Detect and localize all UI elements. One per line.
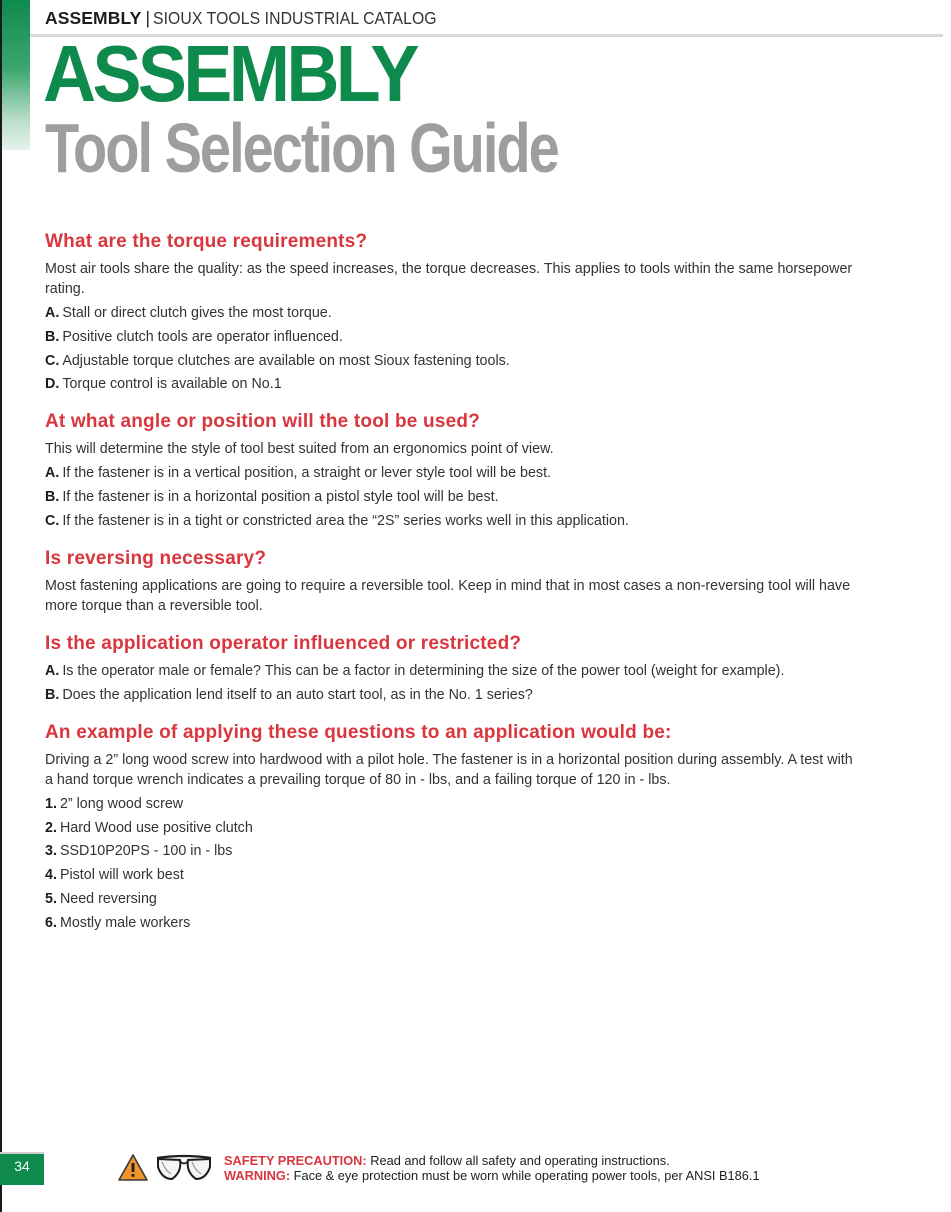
section-list [45, 794, 855, 933]
section-heading: An example of applying these questions to an application would be: [45, 721, 672, 743]
guide-content [45, 229, 855, 948]
section-angle-position [45, 409, 855, 531]
list-item-label: B. [45, 328, 60, 345]
list-item-text: Adjustable torque clutches are available on most Sioux fastening tools. [62, 352, 510, 369]
list-item [45, 685, 855, 705]
list-item-text: SSD10P20PS - 100 in - lbs [59, 843, 233, 860]
list-item-label: A. [45, 662, 60, 679]
safety-text: Read and follow all safety and operating instructions. [366, 1153, 670, 1168]
section-list [45, 463, 855, 531]
section-heading: What are the torque requirements? [45, 231, 368, 252]
header-section-name: ASSEMBLY [45, 8, 142, 28]
list-item-text: If the fastener is in a tight or constricted area the “2S” series works well in this application. [62, 512, 629, 529]
section-intro: This will determine the style of tool best suited from an ergonomics point of view. [45, 441, 554, 458]
list-item [45, 303, 855, 323]
list-item-label: B. [45, 489, 60, 506]
page-title: ASSEMBLY [43, 29, 416, 118]
list-item-label: A. [45, 465, 60, 482]
section-intro: Most air tools share the quality: as the speed increases, the torque decreases. This applies to tools within the same horsepower rating. [45, 261, 853, 297]
running-header [45, 8, 468, 29]
list-item-label: C. [45, 512, 60, 529]
section-heading: Is the application operator influenced or restricted? [45, 632, 522, 654]
list-item [45, 463, 855, 483]
list-item-text: Does the application lend itself to an auto start tool, as in the No. 1 series? [62, 686, 533, 703]
list-item-text: Is the operator male or female? This can be a factor in determining the size of the power tool (weight for example). [62, 662, 785, 679]
section-color-tab [2, 0, 30, 150]
list-item [45, 327, 855, 347]
list-item [45, 818, 855, 838]
list-item-text: Torque control is available on No.1 [62, 376, 282, 393]
list-item-label: C. [45, 352, 60, 369]
list-item-label: 2. [45, 819, 57, 836]
safety-line [224, 1153, 760, 1168]
list-item-text: Hard Wood use positive clutch [59, 819, 253, 836]
safety-glasses-icon [155, 1153, 213, 1183]
section-intro: Most fastening applications are going to require a reversible tool. Keep in mind that in most cases a non-reversing tool will have more torque than a reversible tool. [45, 577, 851, 614]
list-item [45, 511, 855, 531]
list-item-text: 2” long wood screw [59, 795, 184, 812]
list-item [45, 661, 855, 681]
safety-notice [224, 1153, 760, 1183]
section-torque [45, 229, 855, 394]
list-item [45, 794, 855, 814]
list-item-label: A. [45, 305, 60, 321]
list-item [45, 865, 855, 885]
list-item-text: Mostly male workers [59, 914, 191, 931]
safety-label: SAFETY PRECAUTION: [224, 1153, 367, 1168]
list-item-label: 5. [45, 890, 57, 907]
page-subtitle: Tool Selection Guide [45, 109, 558, 187]
section-heading: Is reversing necessary? [45, 547, 267, 569]
list-item [45, 351, 855, 371]
list-item [45, 841, 855, 861]
section-list [45, 303, 855, 394]
section-reversing [45, 546, 855, 616]
list-item-label: D. [45, 376, 60, 393]
list-item [45, 889, 855, 909]
section-heading: At what angle or position will the tool be used? [45, 411, 480, 433]
list-item-text: If the fastener is in a vertical position, a straight or lever style tool will be best. [62, 465, 552, 482]
list-item-label: 1. [45, 795, 57, 812]
section-intro: Driving a 2” long wood screw into hardwood with a pilot hole. The fastener is in a horizontal position during assembly. A test with a hand torque wrench indicates a prevailing torque of 80 in - lbs, and a failing torque of 120 in - lbs. [45, 751, 853, 788]
list-item [45, 913, 855, 933]
list-item [45, 487, 855, 507]
section-operator [45, 631, 855, 705]
header-catalog-name: SIOUX TOOLS INDUSTRIAL CATALOG [153, 8, 437, 28]
section-list [45, 661, 855, 705]
section-example [45, 720, 855, 933]
left-border-rule [0, 0, 2, 1212]
list-item-text: Stall or direct clutch gives the most torque. [62, 305, 332, 321]
page-number: 34 [0, 1152, 44, 1185]
list-item-label: B. [45, 686, 60, 703]
list-item [45, 374, 855, 394]
warning-triangle-icon [117, 1153, 149, 1182]
warning-line [224, 1168, 760, 1183]
warning-text: Face & eye protection must be worn while operating power tools, per ANSI B186.1 [290, 1168, 760, 1183]
header-separator: | [145, 8, 151, 28]
list-item-label: 3. [45, 843, 57, 860]
list-item-text: Need reversing [59, 890, 157, 907]
list-item-label: 6. [45, 914, 57, 931]
list-item-label: 4. [45, 867, 57, 884]
warning-label: WARNING: [224, 1168, 291, 1183]
list-item-text: Pistol will work best [59, 867, 184, 884]
list-item-text: If the fastener is in a horizontal position a pistol style tool will be best. [62, 489, 499, 506]
list-item-text: Positive clutch tools are operator influenced. [62, 328, 343, 345]
